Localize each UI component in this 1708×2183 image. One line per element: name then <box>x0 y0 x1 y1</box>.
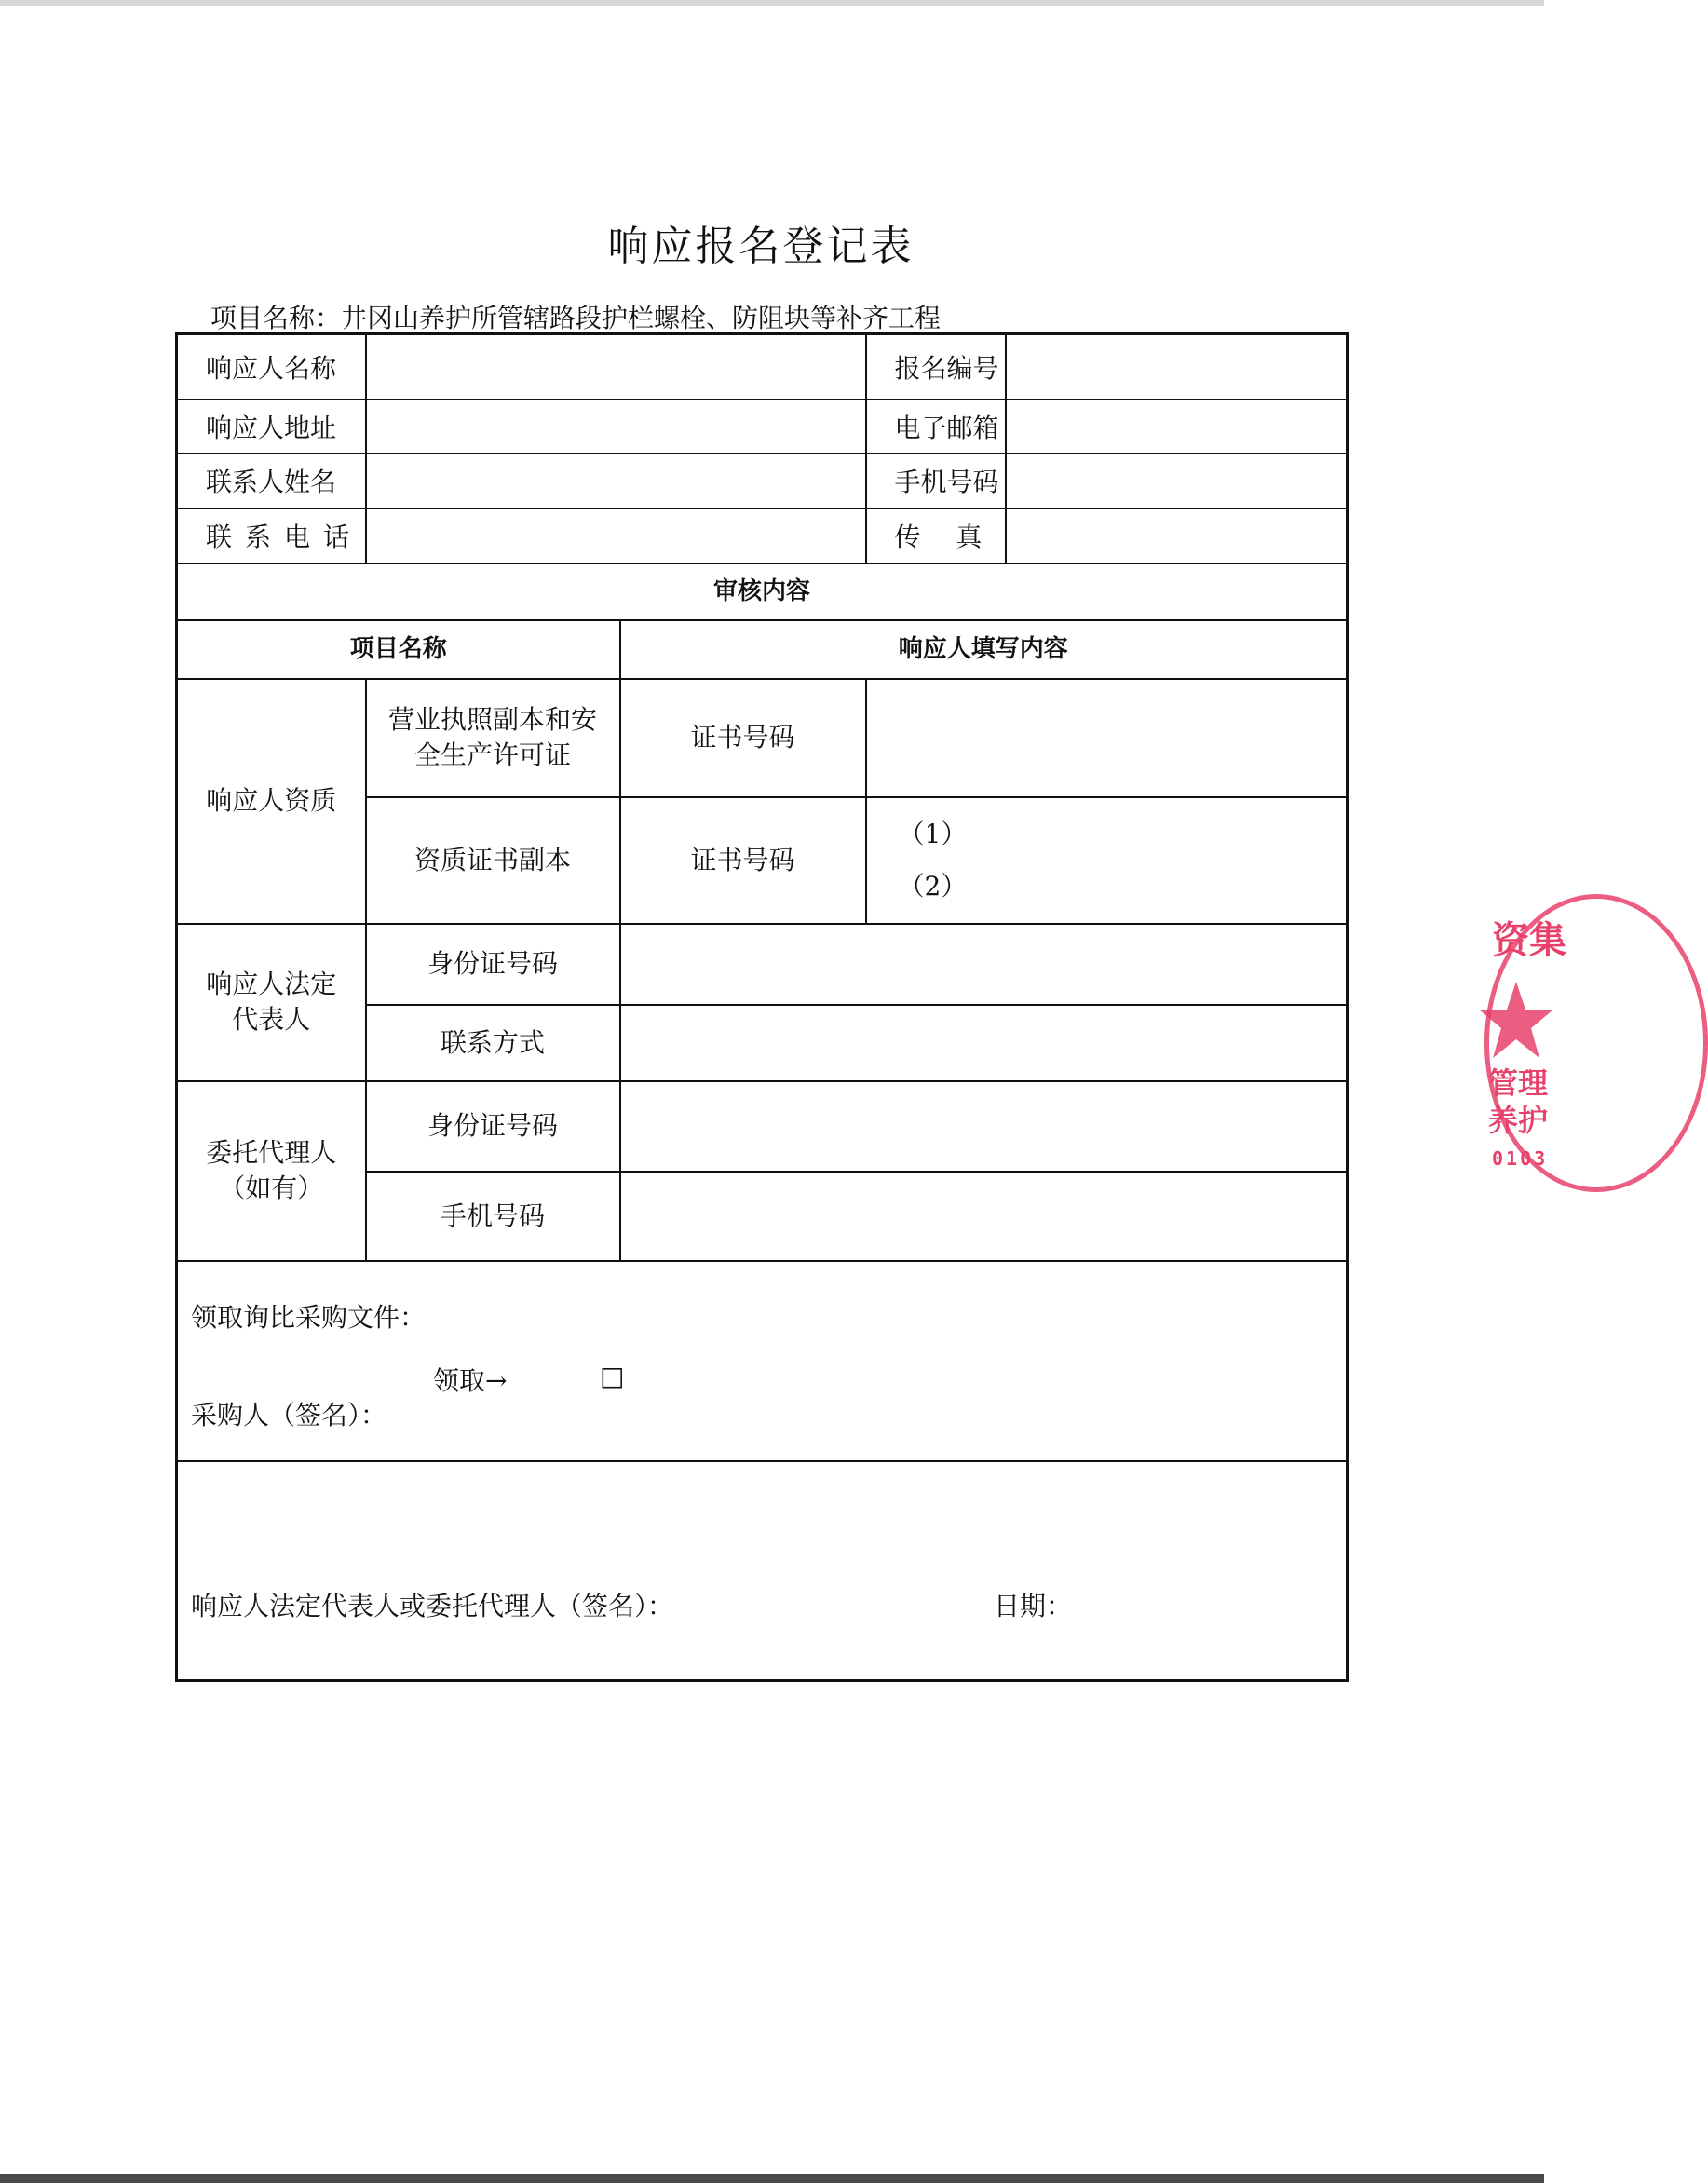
mobile-field[interactable] <box>1006 454 1348 508</box>
legal-rep-id-field[interactable] <box>620 924 1348 1005</box>
project-line <box>210 298 941 335</box>
fax-label: 传真 <box>866 508 1006 563</box>
collect-label: 领取询比采购文件： <box>191 1301 427 1333</box>
license-label <box>366 679 620 797</box>
scan-edge-bottom <box>0 2174 1544 2183</box>
agent-phone-field[interactable] <box>620 1172 1348 1261</box>
responder-address-label: 响应人地址 <box>177 400 366 454</box>
legal-rep-contact-label: 联系方式 <box>366 1005 620 1081</box>
form-row <box>177 400 1348 454</box>
review-heading-row <box>177 563 1348 620</box>
review-heading: 审核内容 <box>177 563 1348 620</box>
responder-name-label: 响应人名称 <box>177 334 366 400</box>
seal-text: 养护 <box>1488 1103 1549 1138</box>
license-line: 全生产许可证 <box>413 739 571 770</box>
seal-star-icon <box>1479 980 1553 1064</box>
cert-copy-label: 资质证书副本 <box>366 797 620 924</box>
legal-rep-id-label: 身份证号码 <box>366 924 620 1005</box>
license-line: 营业执照副本和安 <box>387 704 597 735</box>
signature-row <box>177 1461 1348 1681</box>
cert-no-label: 证书号码 <box>620 797 866 924</box>
agent-id-field[interactable] <box>620 1081 1348 1172</box>
rep-sign-label: 响应人法定代表人或委托代理人（签名）： <box>191 1590 674 1621</box>
fax-field[interactable] <box>1006 508 1348 563</box>
agent-phone-label: 手机号码 <box>366 1172 620 1261</box>
col-fill-header: 响应人填写内容 <box>620 620 1348 679</box>
page-title: 响应报名登记表 <box>607 223 915 270</box>
agent-label <box>177 1081 366 1261</box>
contact-phone-field[interactable] <box>366 508 866 563</box>
email-label: 电子邮箱 <box>866 400 1006 454</box>
responder-name-field[interactable] <box>366 334 866 400</box>
email-field[interactable] <box>1006 400 1348 454</box>
project-name: 井冈山养护所管辖路段护栏螺栓、防阻块等补齐工程 <box>341 303 942 333</box>
agent-line: （如有） <box>219 1173 324 1203</box>
registration-no-label: 报名编号 <box>866 334 1006 400</box>
seal-text: 资集 <box>1492 918 1566 962</box>
collect-row <box>177 1261 1348 1461</box>
purchaser-sign-label: 采购人（签名）： <box>191 1399 387 1430</box>
contact-name-field[interactable] <box>366 454 866 508</box>
collect-checkbox[interactable]: □ <box>600 1360 625 1391</box>
seal-stamp <box>1484 894 1566 1192</box>
scan-edge-top <box>0 0 1544 6</box>
mobile-label: 手机号码 <box>866 454 1006 508</box>
date-label: 日期： <box>994 1590 1073 1621</box>
cert-copy-entries[interactable] <box>866 797 1348 924</box>
seal-text: 管理 <box>1488 1065 1549 1101</box>
legal-rep-label <box>177 924 366 1081</box>
contact-phone-label: 联系电话 <box>177 508 366 563</box>
col-item-header: 项目名称 <box>177 620 620 679</box>
cert-no-label: 证书号码 <box>620 679 866 797</box>
project-label: 项目名称： <box>210 303 342 333</box>
collect-cell <box>177 1261 1348 1461</box>
seal-text: 0103 <box>1492 1147 1549 1170</box>
agent-id-label: 身份证号码 <box>366 1081 620 1172</box>
legal-rep-line: 代表人 <box>232 1004 311 1035</box>
review-columns-row <box>177 620 1348 679</box>
legal-rep-row <box>177 924 1348 1005</box>
qualification-row <box>177 679 1348 797</box>
collect-take-label: 领取→ <box>433 1364 508 1396</box>
agent-row <box>177 1081 1348 1172</box>
registration-no-field[interactable] <box>1006 334 1348 400</box>
agent-line: 委托代理人 <box>206 1137 337 1168</box>
qualification-label: 响应人资质 <box>177 679 366 924</box>
legal-rep-contact-field[interactable] <box>620 1005 1348 1081</box>
form-row <box>177 334 1348 400</box>
responder-address-field[interactable] <box>366 400 866 454</box>
form-row <box>177 454 1348 508</box>
contact-name-label: 联系人姓名 <box>177 454 366 508</box>
signature-cell <box>177 1461 1348 1681</box>
cert-entry-1: （1） <box>898 818 968 849</box>
license-cert-no-field[interactable] <box>866 679 1348 797</box>
cert-entry-2: （2） <box>898 870 968 902</box>
legal-rep-line: 响应人法定 <box>206 969 337 999</box>
registration-form <box>175 332 1349 1682</box>
form-row <box>177 508 1348 563</box>
